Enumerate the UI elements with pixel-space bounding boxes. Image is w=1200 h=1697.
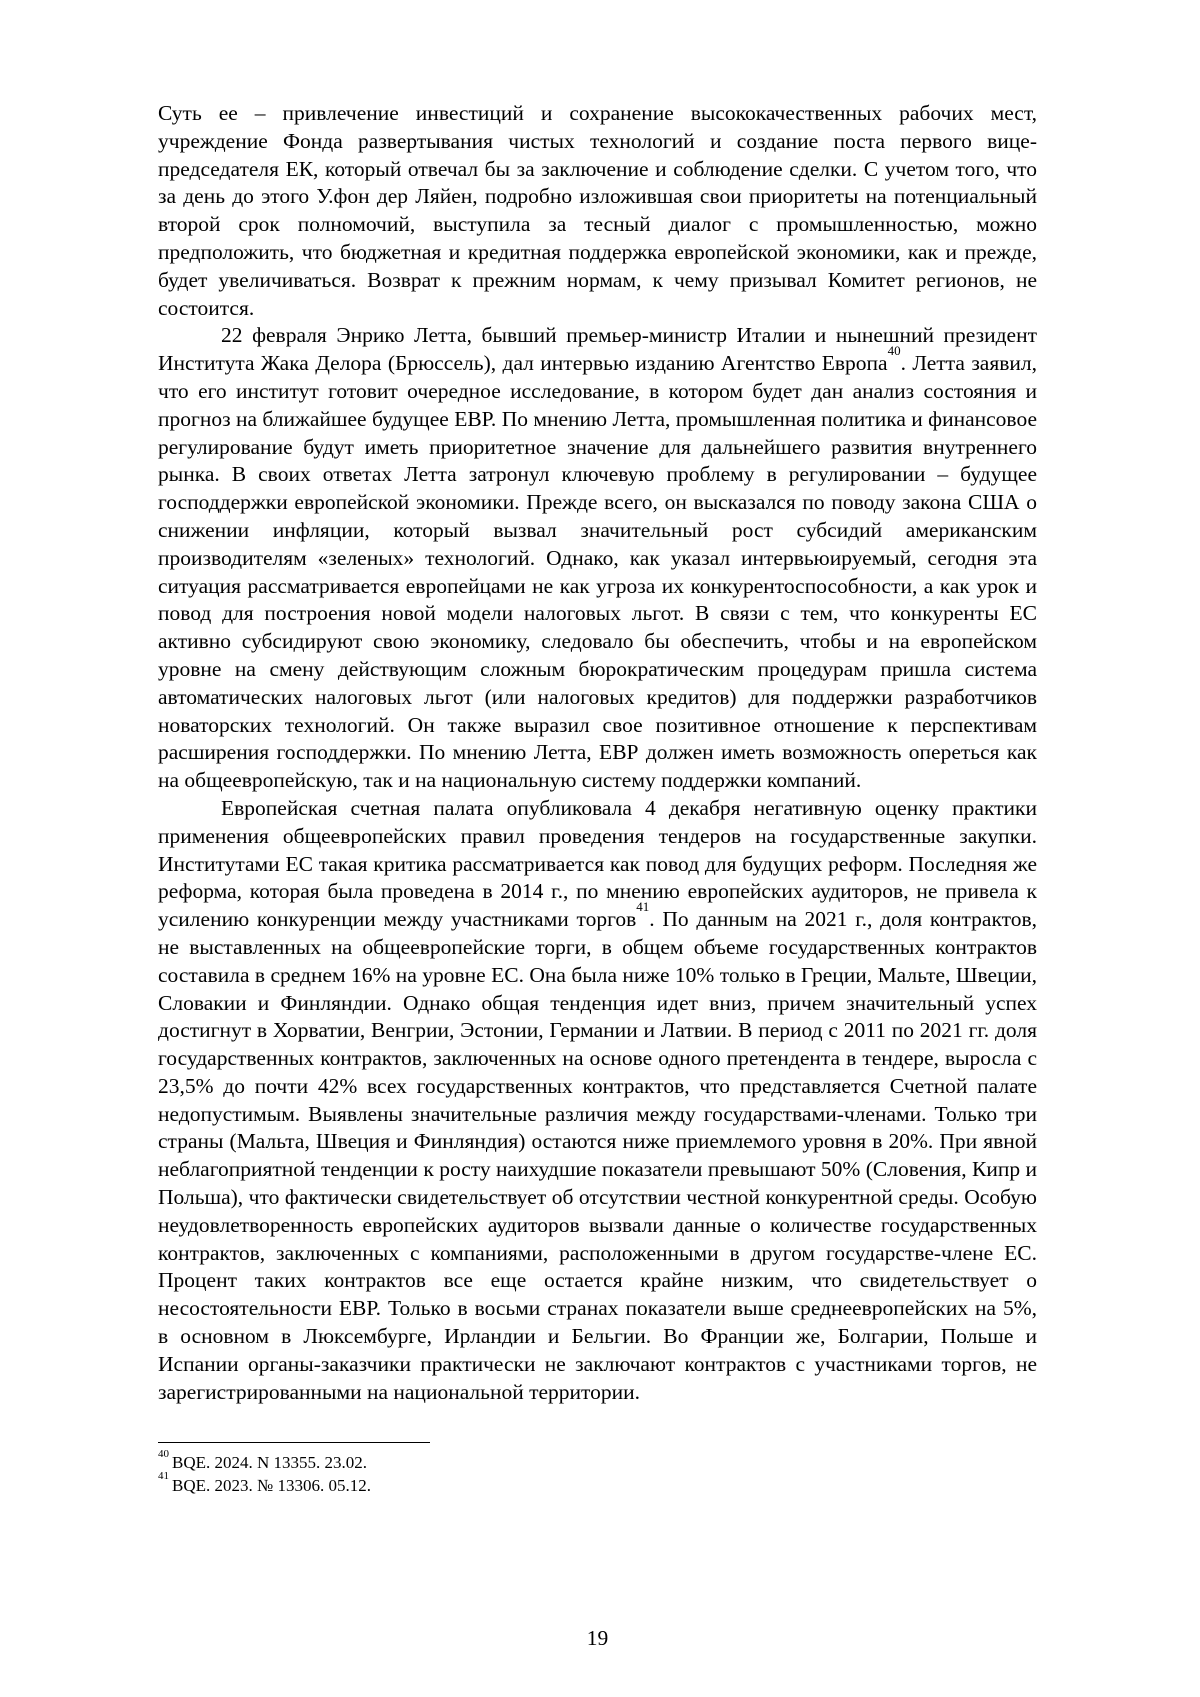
footnote-text: BQE. 2024. N 13355. 23.02. — [172, 1453, 368, 1473]
footnote-marker: 41 — [158, 1470, 169, 1483]
footnote-marker: 40 — [158, 1447, 169, 1460]
paragraph-text: Суть ее – привлечение инвестиций и сохранение высококачественных рабочих мест, учреждение Фонда развертывания чистых технологий и создание поста первого вице-председателя ЕК, который отвечал бы за заключение и соблюдение сделки. С учетом того, что за день до этого У.фон дер Ляйен, подробно изложившая свои приоритеты на потенциальный второй срок полномочий, выступила за тесный диалог с промышленностью, можно предположить, что бюджетная и кредитная поддержка европейской экономики, как и прежде, будет увеличиваться. Возврат к прежним нормам, к чему призывал Комитет регионов, не состоится. — [158, 101, 1037, 320]
footnote-area — [158, 1442, 1037, 1497]
footnote-text: BQE. 2023. № 13306. 05.12. — [172, 1475, 371, 1495]
paragraph-text: 22 февраля Энрико Летта, бывший премьер-министр Италии и нынешний президент Института Жака Делора (Брюссель), дал интервью изданию Агентство Европа — [158, 323, 1037, 376]
paragraph-text: . Летта заявил, что его институт готовит очередное исследование, в котором будет дан анализ состояния и прогноз на ближайшее будущее ЕВР. По мнению Летта, промышленная политика и финансовое регулирование будут иметь приоритетное значение для дальнейшего развития внутреннего рынка. В своих ответах Летта затронул ключевую проблему в регулировании – будущее господдержки европейской экономики. Прежде всего, он высказался по поводу закона США о снижении инфляции, который вызвал значительный рост субсидий американским производителям «зеленых» технологий. Однако, как указал интервьюируемый, сегодня эта ситуация рассматривается европейцами не как угроза их конкурентоспособности, а как урок и повод для построения новой модели налоговых льгот. В связи с тем, что конкуренты ЕС активно субсидируют свою экономику, следовало бы обеспечить, чтобы и на европейском уровне на смену действующим сложным бюрократическим процедурам пришла система автоматических налоговых льгот (или налоговых кредитов) для поддержки разработчиков новаторских технологий. Он также выразил свое позитивное отношение к перспективам расширения господдержки. По мнению Летта, ЕВР должен иметь возможность опереться как на общеевропейскую, так и на национальную систему поддержки компаний. — [158, 351, 1038, 793]
footnote-41 — [158, 1470, 1037, 1498]
paragraph-letta-interview — [158, 322, 1037, 795]
footnote-ref-40: 40 — [887, 343, 901, 359]
paragraph-text: . По данным на 2021 г., доля контрактов, не выставленных на общеевропейские торги, в общем объеме государственных контрактов составила в среднем 16% на уровне ЕС. Она была ниже 10% только в Греции, Мальте, Швеции, Словакии и Финляндии. Однако общая тенденция идет вниз, причем значительный успех достигнут в Хорватии, Венгрии, Эстонии, Германии и Латвии. В период с 2011 по 2021 гг. доля государственных контрактов, заключенных на основе одного претендента в тендере, выросла с 23,5% до почти 42% всех государственных контрактов, что представляется Счетной палате недопустимым. Выявлены значительные различия между государствами-членами. Только три страны (Мальта, Швеция и Финляндия) остаются ниже приемлемого уровня в 20%. При явной неблагоприятной тенденции к росту наихудшие показатели превышают 50% (Словения, Кипр и Польша), что фактически свидетельствует об отсутствии честной конкурентной среды. Особую неудовлетворенность европейских аудиторов вызвали данные о количестве государственных контрактов, заключенных с компаниями, расположенными в другом государстве-члене ЕС. Процент таких контрактов все еще остается крайне низким, что свидетельствует о несостоятельности ЕВР. Только в восьми странах показатели выше среднеевропейских на 5%, в основном в Люксембурге, Ирландии и Бельгии. Во Франции же, Болгарии, Польше и Испании органы-заказчики практически не заключают контрактов с участниками торгов, не зарегистрированными на национальной территории. — [158, 907, 1037, 1404]
paragraph-text: Европейская счетная палата опубликовала 4 декабря негативную оценку практики применения общеевропейских правил проведения тендеров на государственные закупки. Институтами ЕС такая критика рассматривается как повод для будущих реформ. Последняя же реформа, которая была проведена в 2014 г., по мнению европейских аудиторов, не привела к усилению конкуренции между участниками торгов — [158, 795, 1037, 932]
paragraph-continuation — [158, 100, 1037, 322]
footnote-40 — [158, 1447, 1037, 1475]
paragraph-court-of-auditors — [158, 795, 1037, 1407]
page-number: 19 — [586, 1626, 609, 1650]
footnote-separator — [158, 1442, 430, 1443]
footnote-ref-41: 41 — [636, 898, 650, 914]
